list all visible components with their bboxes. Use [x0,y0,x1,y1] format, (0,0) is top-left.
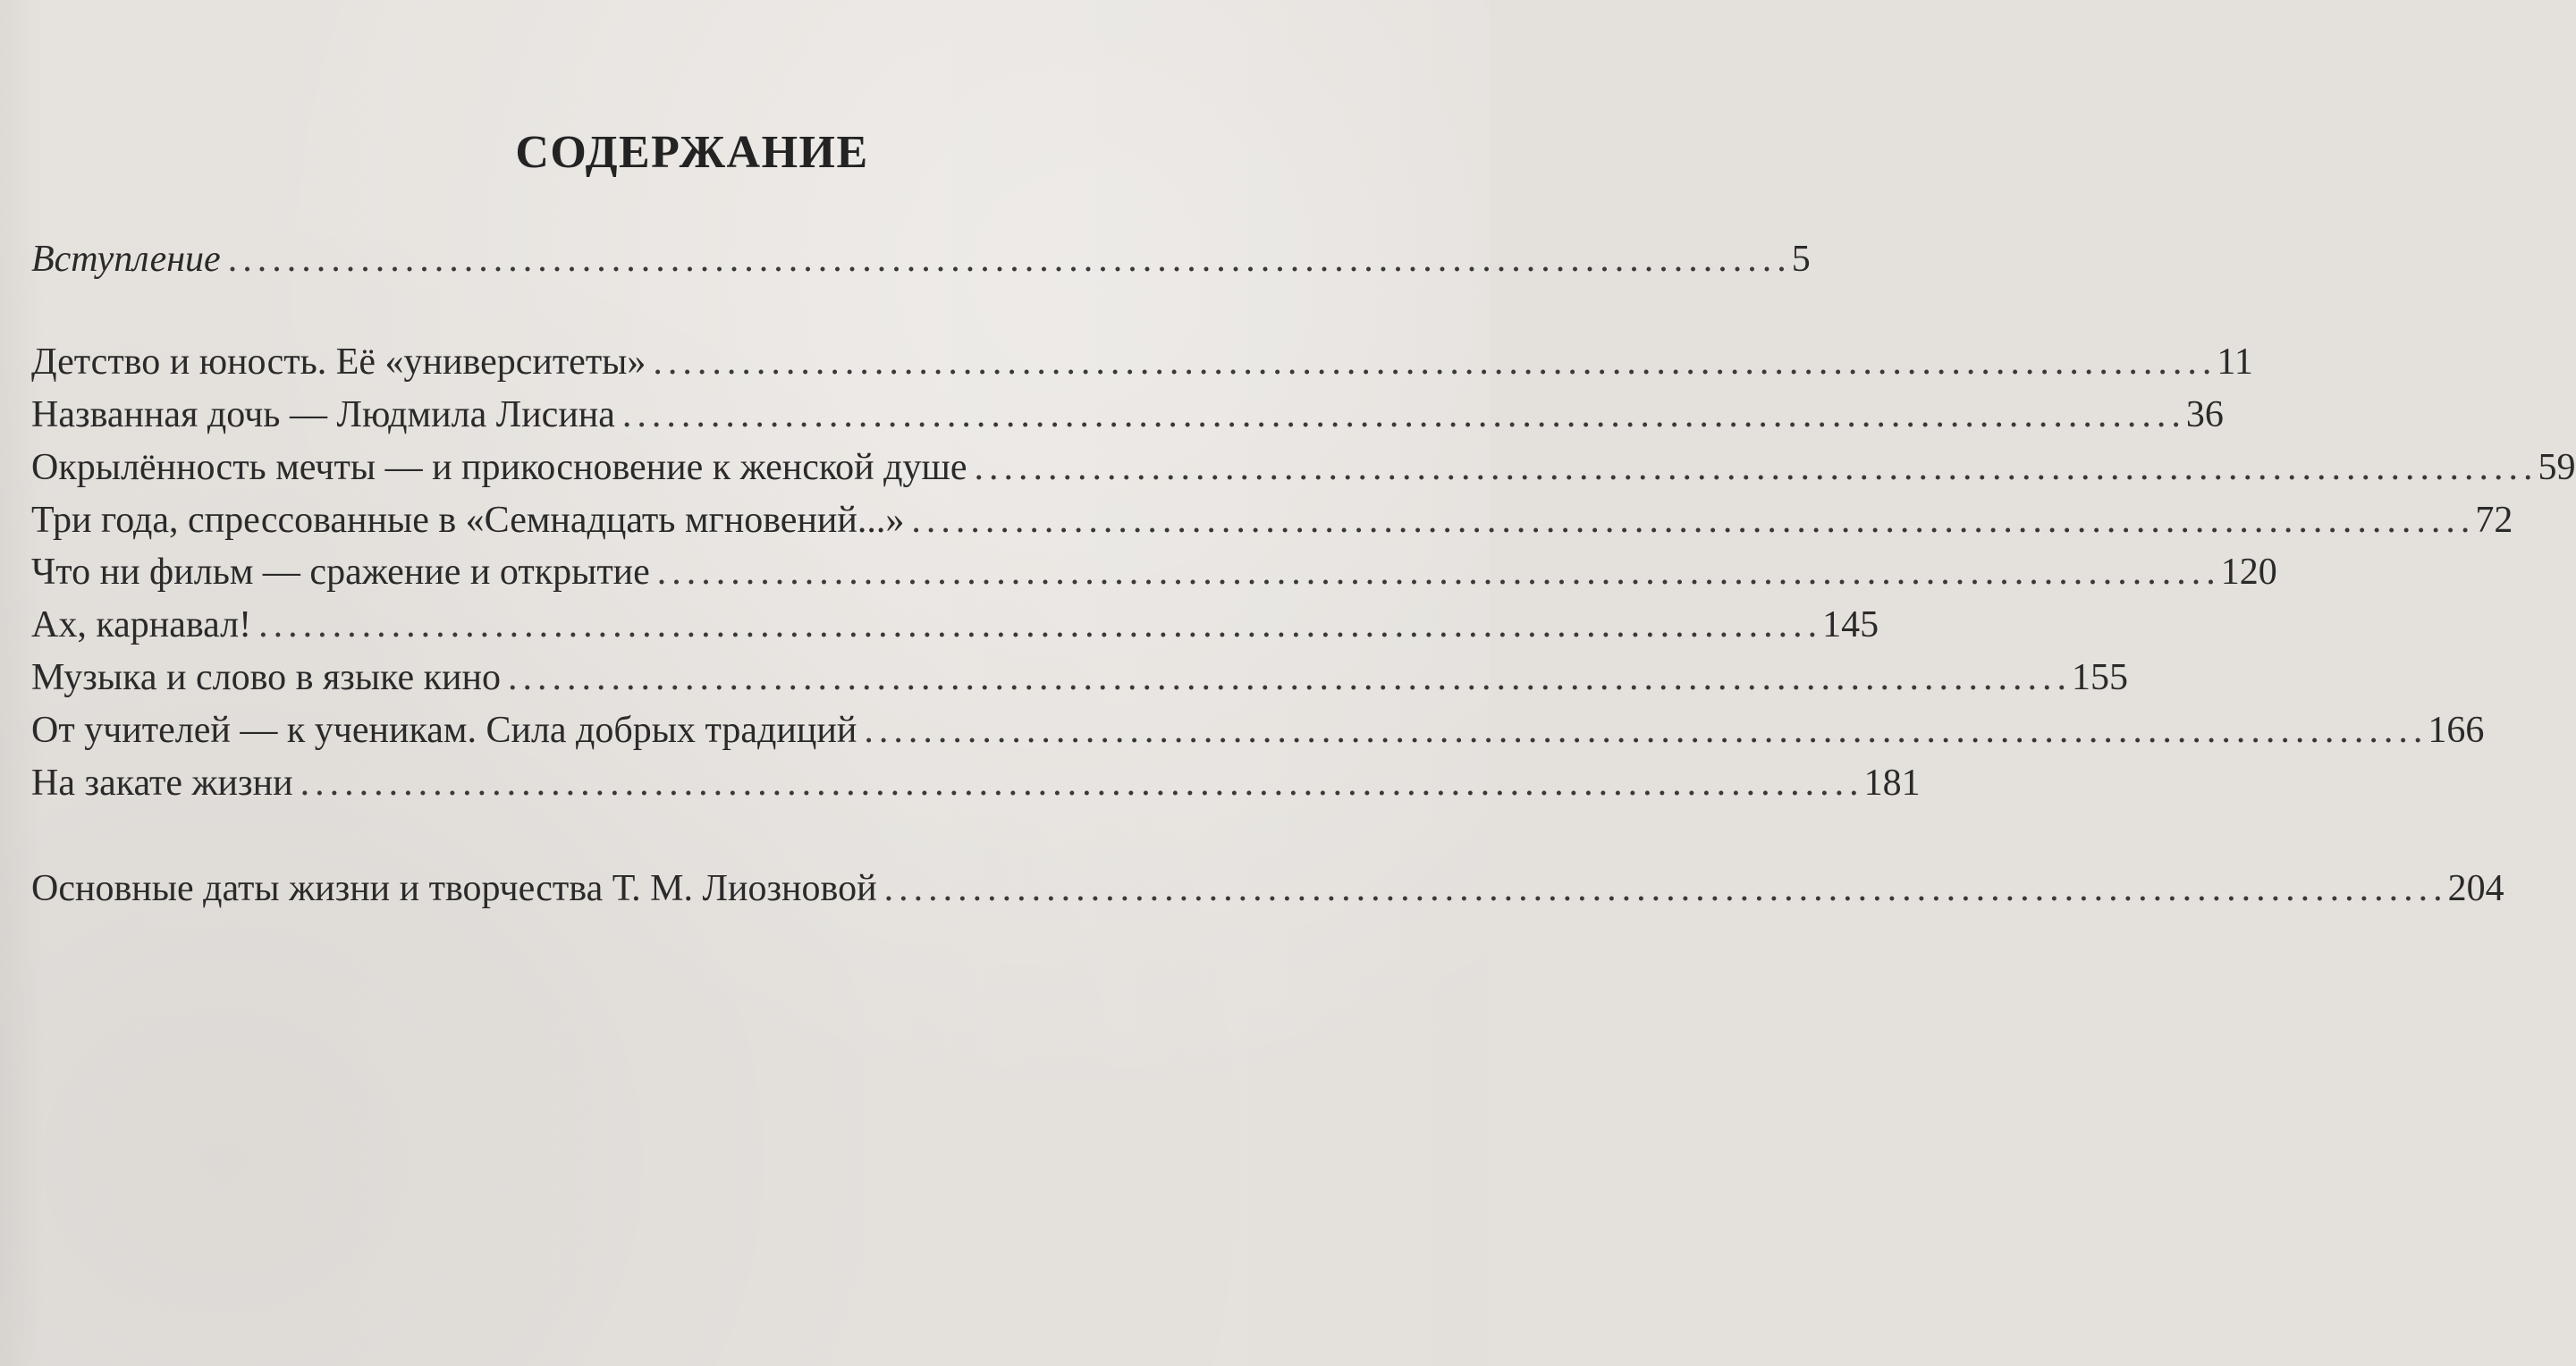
dot-leader: .......................................................................................................... [621,394,2186,435]
toc-entry [31,864,2504,914]
dot-leader: .......................................................................................................... [227,239,1792,280]
dot-leader: .......................................................................................................... [656,552,2221,593]
dot-leader: .......................................................................................................... [911,500,2476,541]
toc-entry-title: Что ни фильм — сражение и открытие [31,552,650,593]
dot-leader: .......................................................................................................... [300,763,1864,804]
toc-entry-page: 59 [2538,447,2576,488]
toc-entry-page: 36 [2185,394,2224,435]
toc-entry-title: Названная дочь — Людмила Лисина [31,394,615,435]
toc-entry-title: Ах, карнавал! [31,604,252,645]
toc-entry-page: 120 [2220,552,2277,593]
toc-entry-page: 181 [1863,763,1921,804]
toc-entry-title: Окрылённость мечты — и прикосновение к женской душе [31,447,967,488]
dot-leader: .......................................................................................................... [258,604,1823,645]
toc-entry-title: От учителей — к ученикам. Сила добрых традиций [31,710,857,751]
toc-entry-title: Детство и юность. Её «университеты» [31,342,646,383]
toc-entry-page: 204 [2447,868,2504,909]
toc-entry [31,653,2128,703]
toc-entry [31,390,2224,440]
toc-entry-page: 166 [2428,710,2485,751]
dot-leader: .......................................................................................................... [653,342,2217,383]
dot-leader: .......................................................................................................... [883,868,2448,909]
dot-leader: .......................................................................................................... [864,710,2428,751]
toc-entry [31,705,2485,755]
toc-entry [31,758,1921,808]
toc-entry [31,547,2277,597]
toc-entry [31,337,2253,387]
dot-leader: .......................................................................................................... [974,447,2538,488]
toc-entry-title: На закате жизни [31,763,293,804]
toc-entry [31,234,1811,284]
toc-entry-page: 72 [2475,500,2513,541]
toc-entry [31,495,2513,545]
toc-entry-page: 5 [1791,239,1811,280]
toc-entry-title: Музыка и слово в языке кино [31,657,501,698]
toc-entry-title: Основные даты жизни и творчества Т. М. Лиозновой [31,868,877,909]
contents-title: СОДЕРЖАНИЕ [515,127,869,178]
toc-entry-page: 11 [2217,342,2253,383]
toc-entry-page: 145 [1822,604,1879,645]
dot-leader: .......................................................................................................... [507,657,2072,698]
toc-entry-page: 155 [2071,657,2128,698]
toc-entry-title: Вступление [31,239,221,280]
toc-entry [31,443,2576,493]
toc-entry [31,600,1879,650]
toc-entry-title: Три года, спрессованные в «Семнадцать мгновений...» [31,500,905,541]
